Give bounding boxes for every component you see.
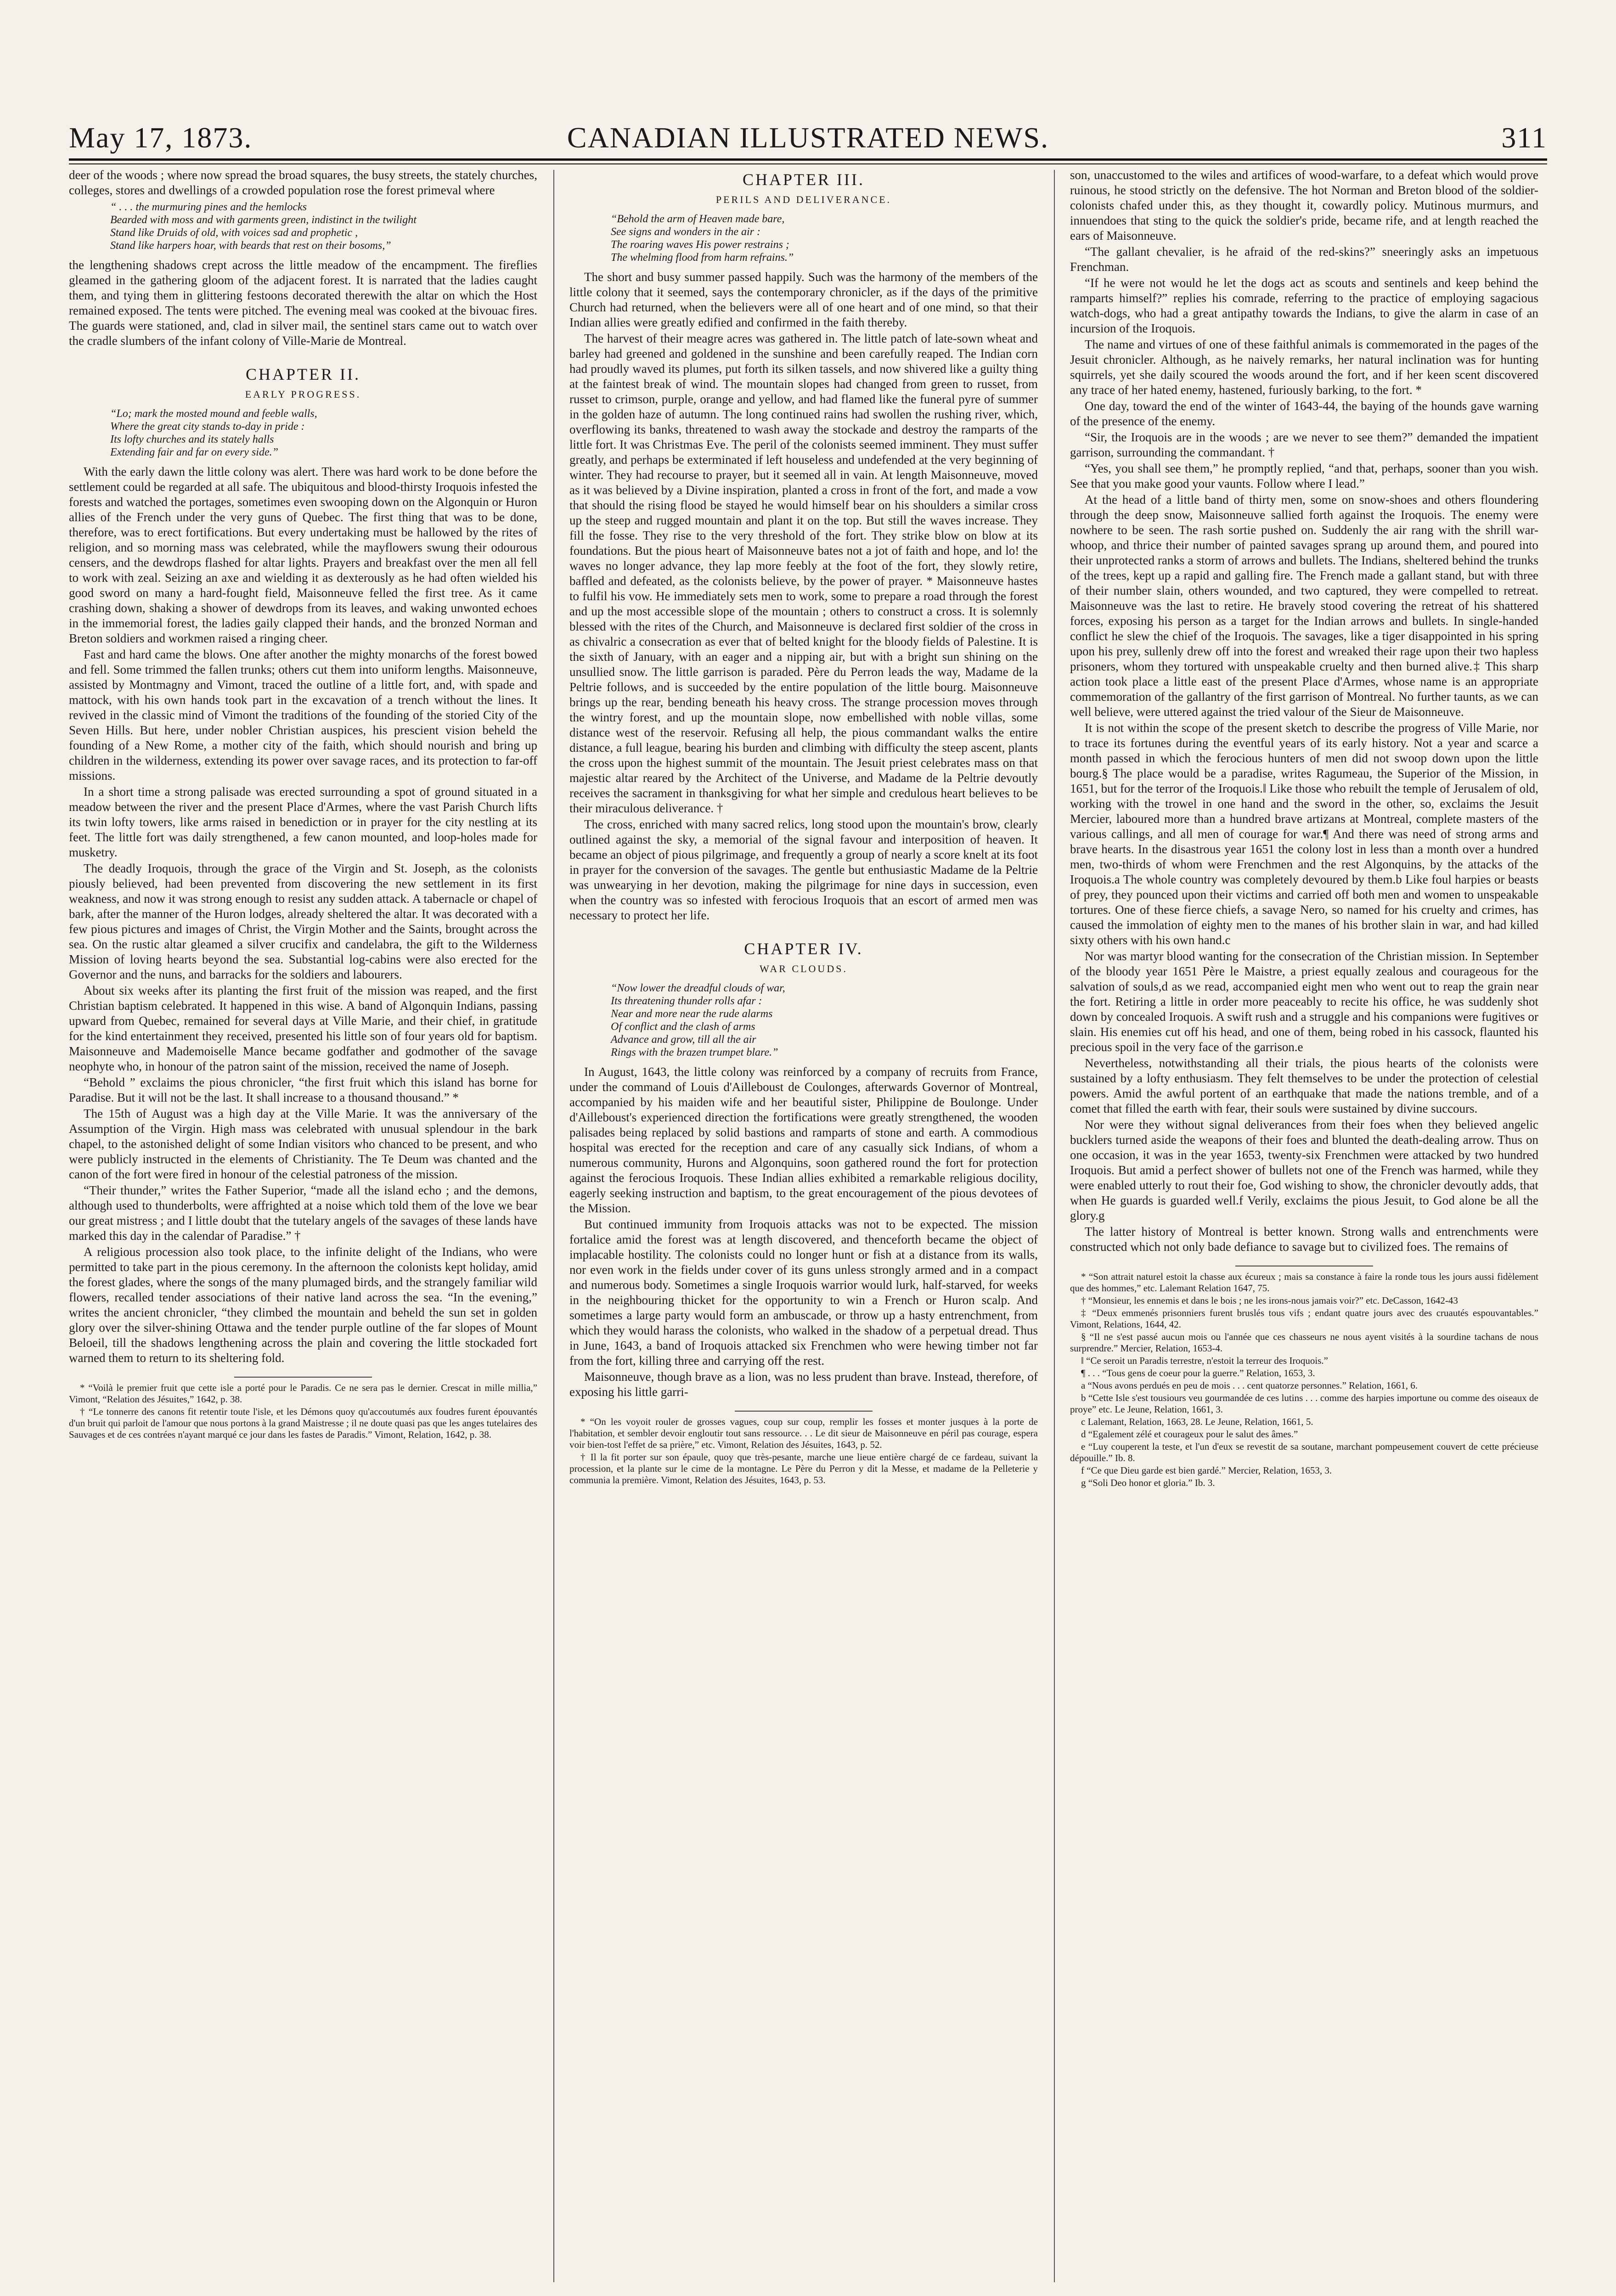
chapter-subtitle: PERILS AND DELIVERANCE. (715, 194, 892, 205)
verse-line: “ . . . the murmuring pines and the hemlocks (110, 201, 307, 213)
verse-line: The whelming flood from harm refrains.” (611, 252, 794, 264)
paragraph: “Their thunder,” writes the Father Superior, “made all the island echo ; and the demons, although used to thunderbolts, were affrighted at a noise which told them of the love we bear our great mistress ; and I little doubt that the tutelary angels of the savages of these lands have marked this day in the calendar of Paradise.” † (69, 1183, 537, 1243)
verse-line: Its threatening thunder rolls afar : (611, 995, 762, 1007)
paragraph: Nevertheless, notwithstanding all their trials, the pious hearts of the colonists were sustained by a lofty enthusiasm. They felt themselves to be under the protection of celestial powers. Amid the awful portent of an earthquake that made the nations tremble, and of a comet that filled the earth with fear, their souls were sustained by divine succours. (1070, 1056, 1538, 1115)
verse-line: Bearded with moss and with garments green, indistinct in the twilight (110, 214, 417, 226)
chapter-title: CHAPTER II. (246, 365, 360, 383)
column-3 (1070, 168, 1538, 2294)
masthead-rule (69, 158, 1547, 161)
chapter-subtitle: WAR CLOUDS. (760, 963, 848, 974)
paragraph: “The gallant chevalier, is he afraid of the red-skins?” sneeringly asks an impetuous Frenchman. (1070, 245, 1538, 274)
footnote: a “Nous avons perdués en peu de mois . . . cent quatorze personnes.” Relation, 1661, 6. (1081, 1380, 1418, 1391)
footnote: * “On les voyoit rouler de grosses vagues, coup sur coup, remplir les fosses et monter jusques à la porte de l'habitation, et sembler devoir engloutir tout sans ressource. . . Le dit sieur de Maisonneuve en péril pas courage, espera voir bien-tost l'effet de sa prière,” etc. Vimont, Relation des Jésuites, 1643, p. 52. (569, 1416, 1038, 1450)
chapter-title: CHAPTER IV. (744, 940, 863, 958)
footnote: e “Luy couperent la teste, et l'un d'eux se revestit de sa soutane, marchant pompeusement couvert de cette précieuse dépouille.” Ib. 8. (1070, 1441, 1538, 1463)
paragraph: A religious procession also took place, to the infinite delight of the Indians, who were permitted to take part in the pious ceremony. In the afternoon the colonists kept holiday, amid the forest glades, where the songs of the many plumaged birds, and the strangely familiar wild flowers, recalled tender associations of their native land across the sea. “In the evening,” writes the ancient chronicler, “they climbed the mountain and beheld the sun set in golden glory over the silver-shining Ottawa and the tender purple outline of the far slopes of Mount Beloeil, till the shadows lengthening across the plain and covering the little stockaded fort warned them to return to its sheltering fold. (69, 1245, 537, 1365)
footnote: § “Il ne s'est passé aucun mois ou l'année que ces chasseurs ne nous ayent visités à la sourdine tachans de nous surprendre.” Mercier, Relation, 1653-4. (1070, 1331, 1538, 1354)
masthead-rule-thin (69, 163, 1547, 164)
verse-line: Extending fair and far on every side.” (110, 446, 278, 458)
footnote: f “Ce que Dieu garde est bien gardé.” Mercier, Relation, 1653, 3. (1081, 1465, 1332, 1476)
paragraph: One day, toward the end of the winter of 1643-44, the baying of the hounds gave warning of the presence of the enemy. (1070, 399, 1538, 428)
verse-line: Rings with the brazen trumpet blare.” (611, 1047, 778, 1058)
verse-line: “Now lower the dreadful clouds of war, (611, 982, 785, 994)
chapter-subtitle: EARLY PROGRESS. (245, 388, 361, 400)
column-divider (553, 170, 554, 2282)
paragraph: At the head of a little band of thirty men, some on snow-shoes and others floundering through the deep snow, Maisonneuve sallied forth against the Iroquois. The enemy were nowhere to be seen. The rash sortie pushed on. Suddenly the air rang with the shrill war-whoop, and thrice their number of painted savages sprang up around them, and poured into their unprotected ranks a storm of arrows and bullets. The Indians, sheltered behind the trunks of the trees, kept up a rapid and galling fire. The French made a gallant stand, but with three of their number slain, others wounded, and two captured, they were compelled to retreat. Maisonneuve was the last to retire. He bravely stood covering the retreat of his shattered forces, exposing his person as a target for the Indian arrows and bullets. In single-handed conflict he slew the chief of the Iroquois. The savages, like a tiger disappointed in his spring upon his prey, sullenly drew off into the forest and wreaked their rage upon their two hapless prisoners, whom they tortured with unspeakable cruelty and then burned alive.‡ This sharp action took place a little east of the present Place d'Armes, whose name is an appropriate commemoration of the gallantry of the first garrison of Montreal. No further taunts, as we can well believe, were uttered against the tried valour of the Sieur de Maisonneuve. (1070, 493, 1538, 719)
verse-line: “Behold the arm of Heaven made bare, (611, 213, 785, 225)
footnote: ‖ “Ce seroit un Paradis terrestre, n'estoit la terreur des Iroquois.” (1081, 1355, 1329, 1366)
paragraph: About six weeks after its planting the first fruit of the mission was reaped, and the first Christian baptism celebrated. It happened in this wise. A band of Algonquin Indians, passing upward from Quebec, remained for several days at Ville Marie, and their chief, in gratitude for the kind entertainment they received, presented his little son of four years old for baptism. Maisonneuve and Mademoiselle Mance became godfather and godmother of the savage neophyte who, in honour of the patron saint of the mission, received the name of Joseph. (69, 984, 537, 1073)
paragraph: The 15th of August was a high day at the Ville Marie. It was the anniversary of the Assumption of the Virgin. High mass was celebrated with unusual splendour in the bark chapel, to the astonished delight of some Indian visitors who chanced to be present, and who were publicly instructed in the elements of Christianity. The Te Deum was chanted and the canon of the fort were fired in honour of the celestial patroness of the mission. (69, 1107, 537, 1181)
paragraph: The latter history of Montreal is better known. Strong walls and entrenchments were constructed which not only bade defiance to savage but to civilized foes. The remains of (1070, 1225, 1538, 1254)
paragraph: Nor were they without signal deliverances from their foes when they believed angelic bucklers turned aside the weapons of their foes and blunted the death-dealing arrow. Thus on one occasion, it was in the year 1653, twenty-six Frenchmen were attacked by two hundred Iroquois. But amid a perfect shower of bullets not one of the French was harmed, while they were enabled utterly to rout their foe, God wishing to show, the chronicler devoutly adds, that when He guards is guarded well.f Verily, exclaims the pious Jesuit, to God alone be all the glory.g (1070, 1118, 1538, 1222)
paragraph: It is not within the scope of the present sketch to describe the progress of Ville Marie, nor to trace its fortunes during the eventful years of its early history. Not a year and scarce a month passed in which the ferocious hunters of men did not swoop down upon the little bourg.§ The place would be a paradise, writes Ragumeau, the Superior of the Mission, in 1651, but for the terror of the Iroquois.‖ Like those who rebuilt the temple of Jerusalem of old, working with the trowel in one hand and the sword in the other, so, exclaims the Jesuit Mercier, laboured more than a hundred brave artizans at Montreal, complete masters of the various callings, and all men of courage for war.¶ And there was need of strong arms and brave hearts. In the disastrous year 1651 the colony lost in less than a month over a hundred men, two-thirds of whom were Frenchmen and the rest Algonquins, by the attacks of the Iroquois.a The whole country was completely devoured by them.b Like foul harpies or beasts of prey, they pounced upon their victims and carried off both men and women to unspeakable tortures. One of these fierce chiefs, a savage Nero, so named for his cruelty and crimes, has caused the immolation of eighty men to the manes of his brother slain in war, and had killed sixty others with his own hand.c (1070, 721, 1538, 947)
footnote: † Il la fit porter sur son épaule, quoy que très-pesante, marche une lieue entière chargé de ce fardeau, suivant la procession, et la plante sur le cime de la montagne. Le Père du Perron y dit la Messe, et madame de la Pelleterie y communia la première. Vimont, Relation des Jésuites, 1643, p. 53. (569, 1452, 1038, 1486)
column-divider (1054, 170, 1055, 2282)
verse-line: Near and more near the rude alarms (611, 1008, 773, 1020)
verse-line: Where the great city stands to-day in pride : (110, 421, 305, 433)
footnote: c Lalemant, Relation, 1663, 28. Le Jeune, Relation, 1661, 5. (1081, 1416, 1313, 1427)
page-number: 311 (1501, 121, 1547, 154)
column-1 (69, 168, 537, 2294)
chapter-title: CHAPTER III. (743, 170, 865, 189)
footnote: ‡ “Deux emmenés prisonniers furent bruslés tous vifs ; endant quatre jours avec des cruautés espouvantables.” Vimont, Relations, 1644, 42. (1070, 1307, 1538, 1330)
verse (110, 407, 537, 459)
paragraph: “Behold ” exclaims the pious chronicler, “the first fruit which this island has borne for Paradise. But it will not be the last. It shall increase to a thousand thousand.” * (69, 1075, 537, 1104)
column-2 (569, 168, 1038, 2294)
paragraph: Nor was martyr blood wanting for the consecration of the Christian mission. In September of the bloody year 1651 Père le Maistre, a priest equally zealous and courageous for the salvation of souls,d as we read, accompanied eight men who went out to reap the grain near the fort. Retiring a little in order more peaceably to recite his office, he was suddenly shot down by concealed Iroquois. A swift rush and a struggle and his companions were fugitives or slain. His enemies cut off his head, and one of them, being robed in his cassock, flaunted his precious spoil in the very face of the garrison.e (1070, 949, 1538, 1054)
verse-line: Its lofty churches and its stately halls (110, 433, 274, 445)
verse-line: Stand like Druids of old, with voices sad and prophetic , (110, 227, 358, 239)
paragraph: deer of the woods ; where now spread the broad squares, the busy streets, the stately churches, colleges, stores and dwellings of a crowded population rose the forest primeval where (69, 168, 537, 197)
masthead (69, 117, 1547, 158)
paragraph: “If he were not would he let the dogs act as scouts and sentinels and keep behind the ramparts himself?” replies his comrade, referring to the practice of employing sagacious watch-dogs, who had a great antipathy towards the Indians, to give the alarm in case of an incursion of the Iroquois. (1070, 276, 1538, 335)
paragraph: The deadly Iroquois, through the grace of the Virgin and St. Joseph, as the colonists piously believed, had been prevented from discovering the new settlement in its first weakness, and now it was strong enough to resist any sudden attack. A tabernacle or chapel of bark, after the manner of the Huron lodges, already sheltered the altar. It was decorated with a few pious pictures and images of Christ, the Virgin Mother and the Saints, brought across the sea. On the rustic altar gleamed a silver crucifix and candelabra, the gift to the Wilderness Mission of loving hearts beyond the sea. Substantial log-cabins were also erected for the Governor and the nuns, and barracks for the soldiers and labourers. (69, 861, 537, 981)
paragraph: But continued immunity from Iroquois attacks was not to be expected. The mission fortalice amid the forest was at length discovered, and thenceforth became the object of implacable hostility. The colonists could no longer hunt or fish at a distance from its walls, nor even work in the fields under cover of its guns unless strongly armed and in a compact and numerous body. Sometimes a single Iroquois warrior would lurk, half-starved, for weeks in the neighbouring thicket for the opportunity to win a French or Huron scalp. And sometimes a large party would form an ambuscade, or throw up a hasty entrenchment, from which they would harass the colonists, who walked in the shadow of a perpetual dread. Thus in June, 1643, a band of Iroquois attacked six Frenchmen who were hewing timber not far from the fort, killing three and carrying off the rest. (569, 1217, 1038, 1367)
paragraph: The cross, enriched with many sacred relics, long stood upon the mountain's brow, clearly outlined against the sky, a memorial of the signal favour and interposition of heaven. It became an object of pious pilgrimage, and frequently a group of nearly a score knelt at its foot in prayer for the conversion of the savages. The gentle but enthusiastic Madame de la Peltrie was unwearying in her devotion, making the pilgrimage for nine days in succession, even when the country was so infested with ferocious Iroquois that an escort of armed men was necessary to protect her life. (569, 817, 1038, 922)
verse (110, 201, 537, 252)
paragraph: In a short time a strong palisade was erected surrounding a spot of ground situated in a meadow between the river and the present Place d'Armes, where the vast Parish Church lifts its twin lofty towers, like arms raised in benediction or in prayer for the city nestling at its feet. The little fort was daily strengthened, a few canon mounted, and loop-holes made for musketry. (69, 785, 537, 859)
footnote: b “Cette Isle s'est tousiours veu gourmandée de ces lutins . . . comme des harpies importune ou comme des oiseaux de proye” etc. Le Jeune, Relation, 1661, 3. (1070, 1392, 1538, 1415)
footnote: † “Le tonnerre des canons fit retentir toute l'isle, et les Démons quoy qu'accoutumés aux foudres furent épouvantés d'un bruit qui parloit de l'amour que nous portons à la grand Maistresse ; il ne doute quasi pas que les anges tutelaires des Sauvages et de ces contrées n'ayant marqué ce jour dans les fastes de Paradis.” Vimont, Relation, 1642, p. 38. (69, 1406, 537, 1440)
footnote: † “Monsieur, les ennemis et dans le bois ; ne les irons-nous jamais voir?” etc. DeCasson, 1642-43 (1081, 1295, 1458, 1306)
footnote-rule (735, 1411, 873, 1412)
verse-line: Of conflict and the clash of arms (611, 1021, 755, 1033)
verse-line: Advance and grow, till all the air (611, 1034, 756, 1046)
footnote: g “Soli Deo honor et gloria.” Ib. 3. (1081, 1477, 1215, 1488)
verse-line: The roaring waves His power restrains ; (611, 239, 789, 251)
paragraph: “Sir, the Iroquois are in the woods ; are we never to see them?” demanded the impatient garrison, surrounding the commandant. † (1070, 430, 1538, 459)
verse (611, 982, 1038, 1059)
footnote: ¶ . . . “Tous gens de coeur pour la guerre.” Relation, 1653, 3. (1081, 1367, 1315, 1379)
footnote: * “Son attrait naturel estoit la chasse aux écureux ; mais sa constance à faire la ronde tous les jours aussi fidèlement que des hommes,” etc. Lalemant Relation 1647, 75. (1070, 1271, 1538, 1294)
paragraph: The short and busy summer passed happily. Such was the harmony of the members of the little colony that it seemed, says the contemporary chronicler, as if the days of the primitive Church had returned, when the believers were all of one heart and of one mind, so that their Indian allies were greatly edified and confirmed in the faith thereby. (569, 270, 1038, 329)
paragraph: son, unaccustomed to the wiles and artifices of wood-warfare, to a defeat which would prove ruinous, he stood strictly on the defensive. The hot Norman and Breton blood of the soldier-colonists chafed under this, as they thought it, cowardly policy. Mutinous murmurs, and innuendoes that sting to the quick the soldier's pride, became rife, and at length reached the ears of Maisonneuve. (1070, 168, 1538, 242)
verse-line: Stand like harpers hoar, with beards that rest on their bosoms,” (110, 240, 391, 252)
footnote-rule (234, 1377, 372, 1378)
verse-line: “Lo; mark the mosted mound and feeble walls, (110, 408, 317, 420)
newspaper-title: CANADIAN ILLUSTRATED NEWS. (567, 121, 1049, 154)
paragraph: The harvest of their meagre acres was gathered in. The little patch of late-sown wheat and barley had greened and goldened in the sunshine and been carefully reaped. The Indian corn had proudly waved its plumes, put forth its silken tassels, and now shivered like a guilty thing at the faintest break of wind. The mountain slopes had changed from green to russet, from russet to crimson, purple, orange and yellow, and had flamed like the funeral pyre of summer in the golden haze of autumn. The long continued rains had swollen the rushing river, which, overflowing its banks, threatened to wash away the stockade and destroy the ramparts of the little fort. It was Christmas Eve. The peril of the colonists seemed imminent. They must suffer greatly, and perhaps be exterminated if left houseless and undefended at the very beginning of winter. They had recourse to prayer, but it seemed all in vain. At length Maisonneuve, moved as it was believed by a Divine inspiration, planted a cross in front of the fort, and made a vow that should the rising flood be stayed he would himself bear on his shoulders a similar cross up the steep and rugged mountain and plant it on the top. But still the waves increase. They fill the fosse. They rise to the very threshold of the fort. They strike blow on blow at its foundations. But the pious heart of Maisonneuve bates not a jot of faith and hope, and lo! the waves no longer advance, they lap more feebly at the foot of the fort, they slowly retire, baffled and defeated, as the colonists believe, by the power of prayer. * Maisonneuve hastes to fulfil his vow. He immediately sets men to work, some to prepare a road through the forest and up the most accessible slope of the mountain ; others to construct a cross. It is solemnly blessed with the rites of the Church, and Maisonneuve is declared first soldier of the cross in as chivalric a consecration as ever that of belted knight for the bloody fields of Palestine. It is the sixth of January, with an eager and a nipping air, but with a bright sun shining on the unsullied snow. The little garrison is paraded. Père du Perron leads the way, Madame de la Peltrie follows, and is succeeded by the entire population of the little bourg. Maisonneuve brings up the rear, bending beneath his heavy cross. The strange procession moves through the wintry forest, and up the mountain slope, now embellished with noble villas, some distance west of the reservoir. Refusing all help, the pious commandant walks the entire distance, a full league, bearing his burden and climbing with difficulty the steep ascent, plants the cross upon the highest summit of the mountain. The Jesuit priest celebrates mass on that majestic altar reared by the Architect of the Universe, and Madame de la Peltrie devoutly receives the sacrament in thanksgiving for what her simple and credulous heart believes to be their miraculous deliverance. † (569, 332, 1038, 815)
issue-date: May 17, 1873. (69, 121, 253, 154)
verse (611, 213, 1038, 264)
paragraph: In August, 1643, the little colony was reinforced by a company of recruits from France, under the command of Louis d'Ailleboust de Coulonges, afterwards Governor of Montreal, accompanied by his maiden wife and her beautiful sister, Philippine de Boulonge. Under d'Ailleboust's experienced direction the fortifications were greatly strengthened, the wooden palisades being replaced by solid bastions and ramparts of stone and earth. A commodious hospital was erected for the reception and care of any casually sick Indians, of whom a numerous community, Hurons and Algonquins, soon gathered round the fort for protection against the ferocious Iroquois. These Indian allies exhibited a remarkable religious docility, eagerly seeking instruction and baptism, to the great encouragement of the pious devotees of the Mission. (569, 1065, 1038, 1215)
paragraph: the lengthening shadows crept across the little meadow of the encampment. The fireflies gleamed in the gathering gloom of the adjacent forest. It is narrated that the ladies caught them, and tying them in glittering festoons decorated therewith the altar on which the Host remained exposed. The tents were pitched. The evening meal was cooked at the bivouac fires. The guards were stationed, and, clad in silver mail, the sentinel stars came out to watch over the cradle slumbers of the infant colony of Ville-Marie de Montreal. (69, 258, 537, 348)
paragraph: Fast and hard came the blows. One after another the mighty monarchs of the forest bowed and fell. Some trimmed the fallen trunks; others cut them into uniform lengths. Maisonneuve, assisted by Montmagny and Vimont, traced the outline of a little fort, and, with spade and mattock, with his own hands took part in the excavation of a trench without the lines. It revived in the classic mind of Vimont the traditions of the founding of the storied City of the Seven Hills. But here, under nobler Christian auspices, his prescient vision beheld the founding of a New Rome, a mother city of the faith, which should nourish and bring up children in the wilderness, extending its power over savage races, and its protection to far-off missions. (69, 647, 537, 782)
verse-line: See signs and wonders in the air : (611, 226, 760, 238)
paragraph: “Yes, you shall see them,” he promptly replied, “and that, perhaps, sooner than you wish. See that you make good your vaunts. Follow where I lead.” (1070, 461, 1538, 490)
footnote: * “Voilà le premier fruit que cette isle a porté pour le Paradis. Ce ne sera pas le dernier. Crescat in mille millia,” Vimont, “Relation des Jésuites,” 1642, p. 38. (69, 1382, 537, 1405)
footnote: d “Egalement zélé et courageux pour le salut des âmes.” (1081, 1429, 1298, 1440)
paragraph: Maisonneuve, though brave as a lion, was no less prudent than brave. Instead, therefore, of exposing his little garri- (569, 1370, 1038, 1399)
paragraph: With the early dawn the little colony was alert. There was hard work to be done before the settlement could be regarded at all safe. The ubiquitous and blood-thirsty Iroquois infested the forests and watched the portages, sometimes even swooping down on the Algonquin or Huron allies of the French under the very guns of Quebec. The first thing that was to be done, therefore, was to erect fortifications. But every undertaking must be hallowed by the rites of religion, and so morning mass was celebrated, while the mayflowers swung their odourous censers, and the dewdrops flashed for altar lights. Prayers and breakfast over the men all fell to work with zeal. Seizing an axe and wielding it as dexterously as he had often wielded his good sword on many a hard-fought field, Maisonneuve felled the first tree. As it came crashing down, shaking a shower of dewdrops from its leaves, and waking unwonted echoes in the immemorial forest, the ladies gaily clapped their hands, and the bronzed Norman and Breton soldiers and workmen raised a ringing cheer. (69, 465, 537, 645)
paragraph: The name and virtues of one of these faithful animals is commemorated in the pages of the Jesuit chronicler. Although, as he naively remarks, her natural inclination was for hunting squirrels, yet she daily scoured the woods around the fort, and if her keen scent discovered any trace of her hated enemy, hastened, furiously barking, to the fort. * (1070, 338, 1538, 397)
